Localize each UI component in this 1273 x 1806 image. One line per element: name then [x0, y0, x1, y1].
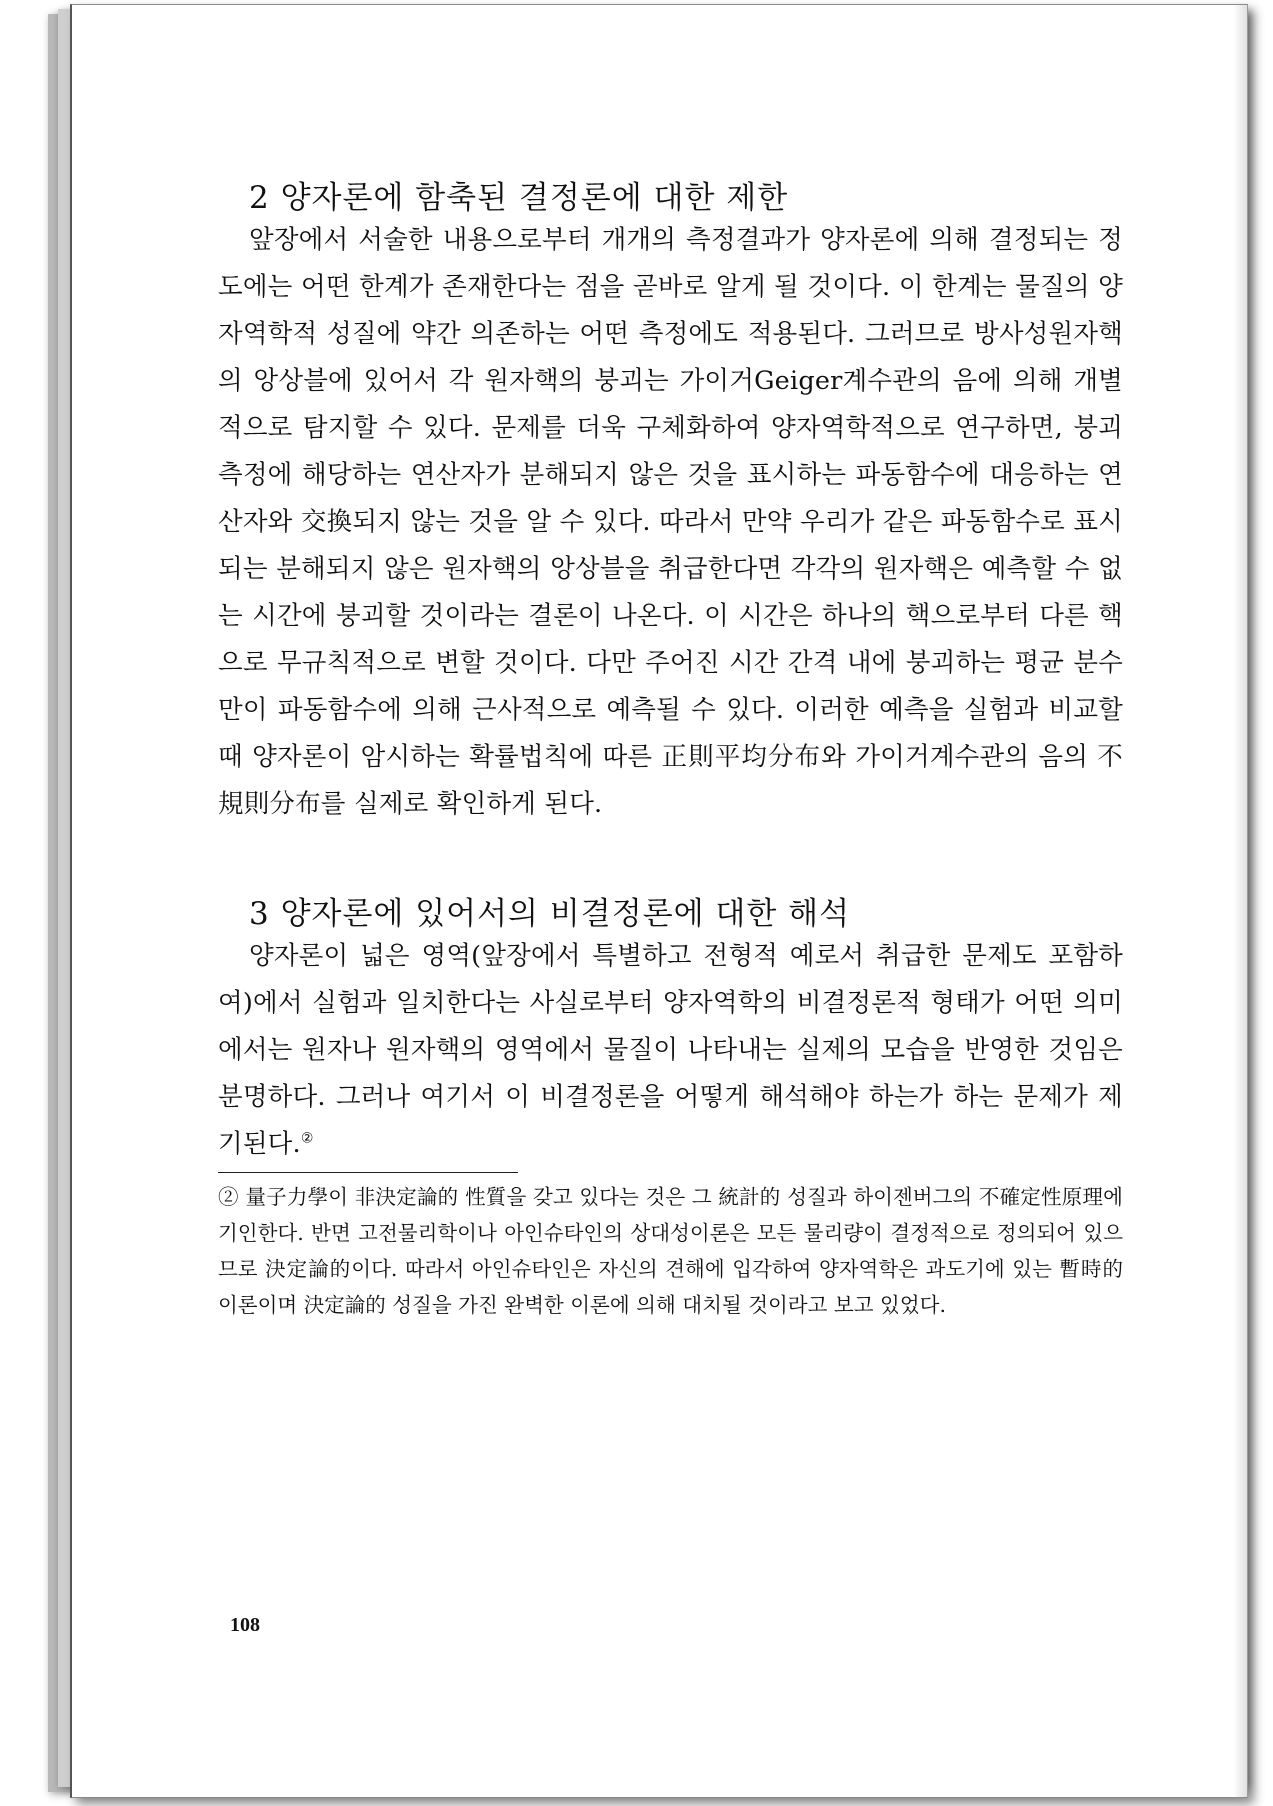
- page-content: [218, 172, 1123, 1323]
- page-edge-shade: [1233, 5, 1247, 1797]
- section-heading-3: 3 양자론에 있어서의 비결정론에 대한 해석: [249, 896, 851, 932]
- section-2-paragraph: 앞장에서 서술한 내용으로부터 개개의 측정결과가 양자론에 의해 결정되는 정도에는 어떤 한계가 존재한다는 점을 곧바로 알게 될 것이다. 이 한계는 물질의 양자역학적 성질에 약간 의존하는 어떤 측정에도 적용된다. 그러므로 방사성원자핵의 앙상블에 있어서 각 원자핵의 붕괴는 가이거Geiger계수관의 음에 의해 개별적으로 탐지할 수 있다. 문제를 더욱 구체화하여 양자역학적으로 연구하면, 붕괴측정에 해당하는 연산자가 분해되지 않은 것을 표시하는 파동함수에 대응하는 연산자와 交換되지 않는 것을 알 수 있다. 따라서 만약 우리가 같은 파동함수로 표시되는 분해되지 않은 원자핵의 앙상블을 취급한다면 각각의 원자핵은 예측할 수 없는 시간에 붕괴할 것이라는 결론이 나온다. 이 시간은 하나의 핵으로부터 다른 핵으로 무규칙적으로 변할 것이다. 다만 주어진 시간 간격 내에 붕괴하는 평균 분수만이 파동함수에 의해 근사적으로 예측될 수 있다. 이러한 예측을 실험과 비교할 때 양자론이 암시하는 확률법칙에 따른 正則平均分布와 가이거계수관의 음의 不規則分布를 실제로 확인하게 된다.: [218, 225, 1123, 819]
- page-number: 108: [230, 1614, 260, 1636]
- section-3-text: 양자론이 넓은 영역(앞장에서 특별하고 전형적 예로서 취급한 문제도 포함하여)에서 실험과 일치한다는 사실로부터 양자역학의 비결정론적 형태가 어떤 의미에서는 원자나 원자핵의 영역에서 물질이 나타내는 실제의 모습을 반영한 것임은 분명하다. 그러나 여기서 이 비결정론을 어떻게 해석해야 하는가 하는 문제가 제기된다.: [218, 941, 1123, 1159]
- footnote-marker[interactable]: ②: [300, 1130, 314, 1147]
- footnote-divider: [218, 1172, 518, 1173]
- footnote-text: ② 量子力學이 非決定論的 性質을 갖고 있다는 것은 그 統計的 성질과 하이젠버그의 不確定性原理에 기인한다. 반면 고전물리학이나 아인슈타인의 상대성이론은 모든 물리량이 결정적으로 정의되어 있으므로 決定論的이다. 따라서 아인슈타인은 자신의 견해에 입각하여 양자역학은 과도기에 있는 暫時的 이론이며 決定論的 성질을 가진 완벽한 이론에 의해 대치될 것이라고 보고 있었다.: [218, 1185, 1123, 1317]
- section-3-paragraph: [218, 933, 1123, 1168]
- section-heading-2: 2 양자론에 함축된 결정론에 대한 제한: [249, 180, 789, 216]
